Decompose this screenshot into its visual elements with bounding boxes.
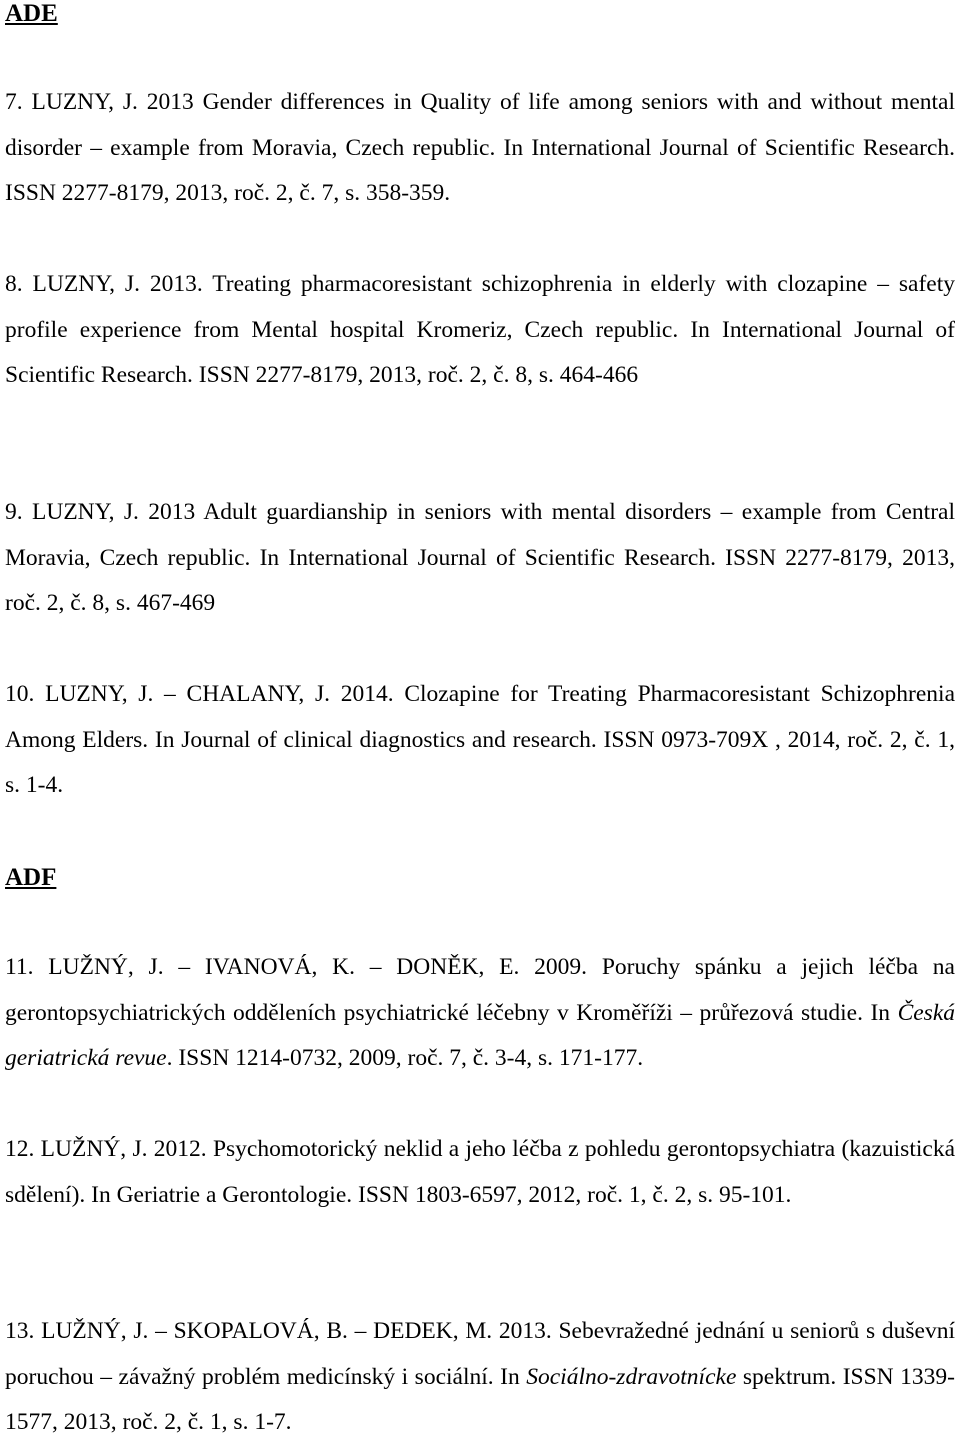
reference-9: 9. LUZNY, J. 2013 Adult guardianship in seniors with mental disorders – example from Central Moravia, Czech republic. In International Journal of Scientific Research. ISSN 2277-8179, 2013, roč. 2, č. 8, s. 467-469 xyxy=(5,499,955,616)
reference-7: 7. LUZNY, J. 2013 Gender differences in Quality of life among seniors with and without mental disorder – example from Moravia, Czech republic. In International Journal of Scientific Research. ISSN 2277-8179, 2013, roč. 2, č. 7, s. 358-359. xyxy=(5,89,955,206)
reference-13-details: spektrum. ISSN 1339-1577, 2013, roč. 2, č. 1, s. 1-7. xyxy=(5,1363,955,1435)
reference-8: 8. LUZNY, J. 2013. Treating pharmacoresistant schizophrenia in elderly with clozapine – safety profile experience from Mental hospital Kromeriz, Czech republic. In International Journal of Scientific Research. ISSN 2277-8179, 2013, roč. 2, č. 8, s. 464-466 xyxy=(5,271,955,388)
reference-10: 10. LUZNY, J. – CHALANY, J. 2014. Clozapine for Treating Pharmacoresistant Schizophrenia Among Elders. In Journal of clinical diagnostics and research. ISSN 0973-709X , 2014, roč. 2, č. 1, s. 1-4. xyxy=(5,681,955,798)
reference-11-text: 11. LUŽNÝ, J. – IVANOVÁ, K. – DONĚK, E. 2009. Poruchy spánku a jejich léčba na gerontopsychiatrických odděleních psychiatrické léčebny v Kroměříži – průřezová studie. In xyxy=(5,954,955,1026)
section-heading-adf: ADF xyxy=(5,864,57,891)
reference-12: 12. LUŽNÝ, J. 2012. Psychomotorický neklid a jeho léčba z pohledu gerontopsychiatra (kazuistická sdělení). In Geriatrie a Gerontologie. ISSN 1803-6597, 2012, roč. 1, č. 2, s. 95-101. xyxy=(5,1136,955,1208)
reference-13 xyxy=(5,1309,955,1446)
reference-11-details: . ISSN 1214-0732, 2009, roč. 7, č. 3-4, s. 171-177. xyxy=(166,1045,644,1071)
reference-13-journal: Sociálno-zdravotnícke xyxy=(526,1363,737,1390)
section-heading-ade: ADE xyxy=(5,0,58,27)
reference-13-text: 13. LUŽNÝ, J. – SKOPALOVÁ, B. – DEDEK, M. 2013. Sebevražedné jednání u seniorů s duševní poruchou – závažný problém medicínský i sociální. In xyxy=(5,1318,955,1390)
reference-11-journal: Česká geriatrická revue xyxy=(5,999,955,1071)
reference-11 xyxy=(5,945,955,1082)
